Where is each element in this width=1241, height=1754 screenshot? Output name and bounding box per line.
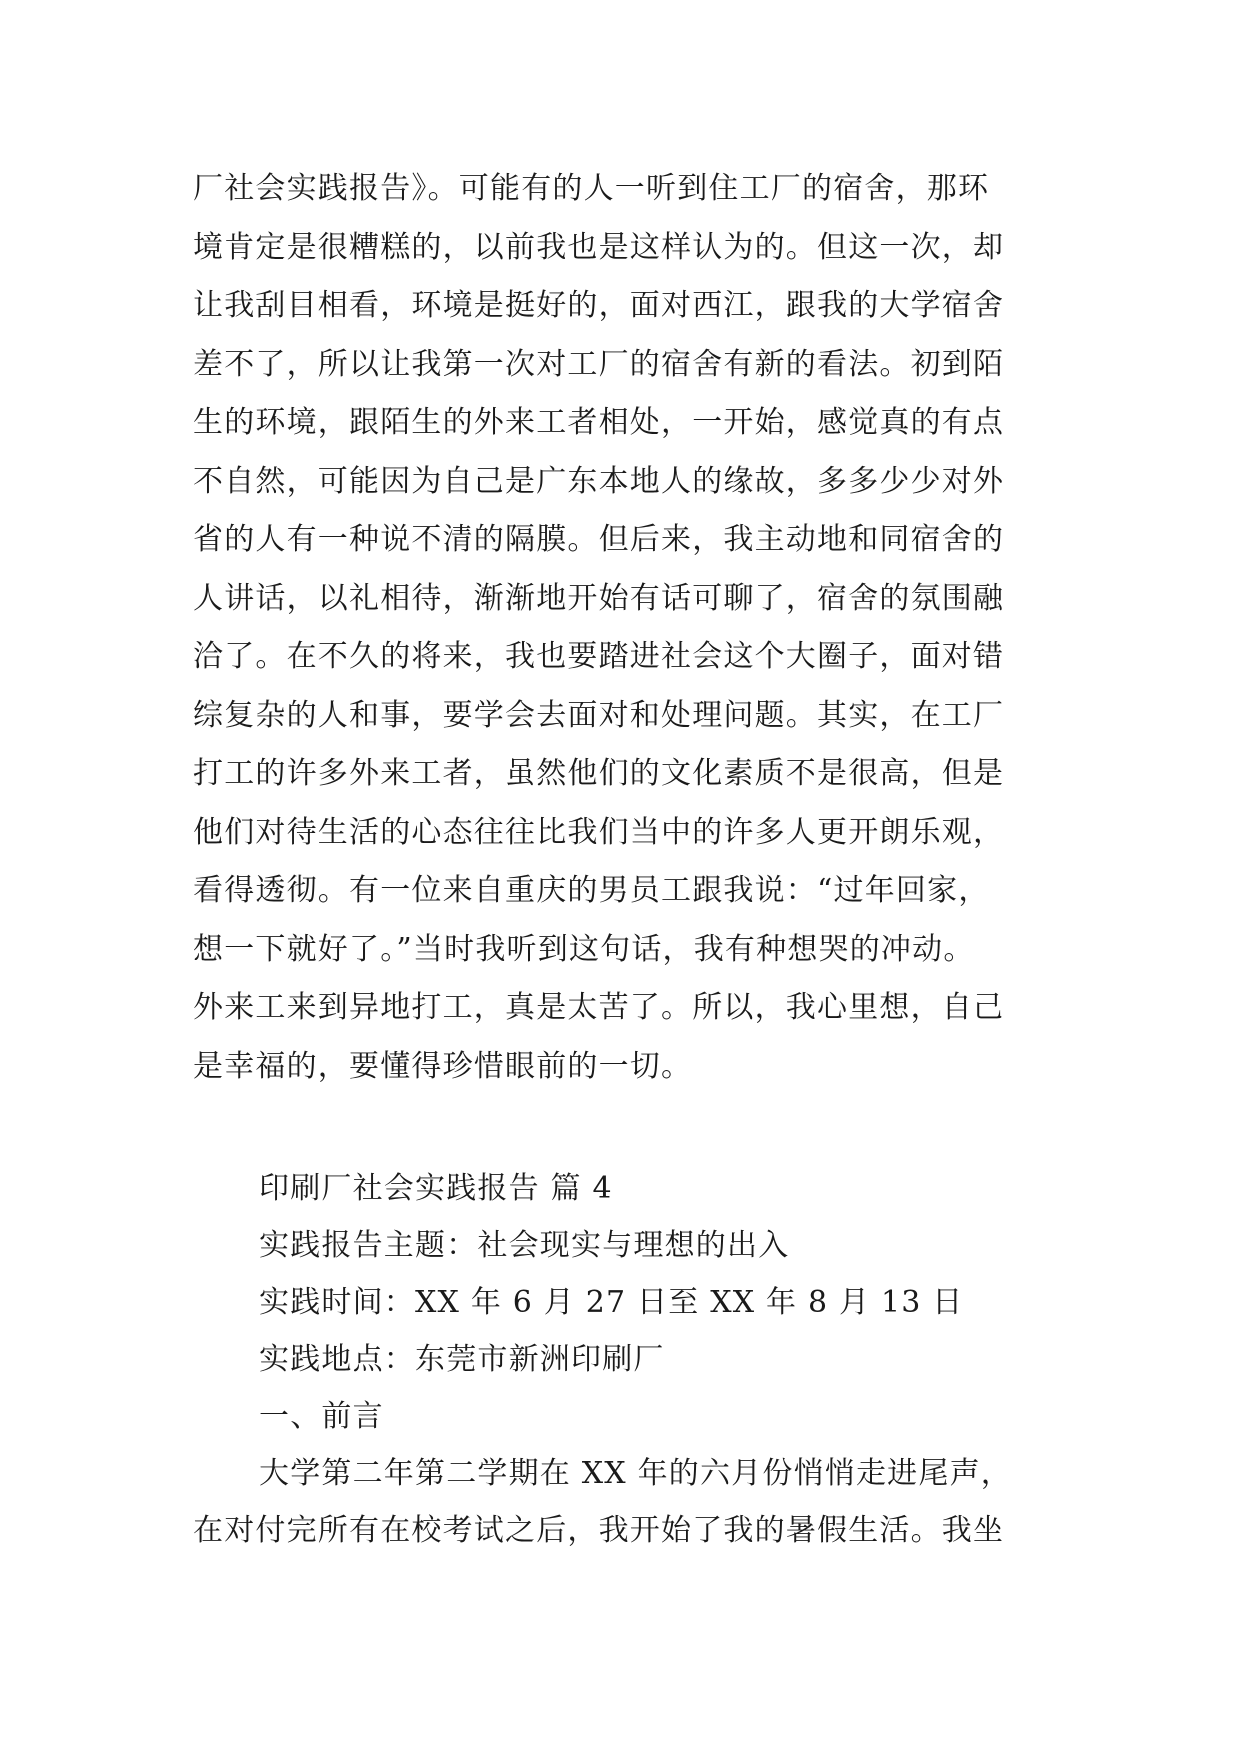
section-title: 印刷厂社会实践报告 篇 4 <box>259 1171 613 1206</box>
paragraph-line: 外来工来到异地打工，真是太苦了。所以，我心里想，自己 <box>193 990 1005 1025</box>
continuation-paragraph <box>193 160 1063 1096</box>
paragraph-line: 想一下就好了。”当时我听到这句话，我有种想哭的冲动。 <box>193 931 975 967</box>
section-heading: 一、前言 <box>259 1399 384 1434</box>
paragraph-line: 在对付完所有在校考试之后，我开始了我的暑假生活。我坐 <box>193 1513 1005 1548</box>
paragraph-line: 差不了，所以让我第一次对工厂的宿舍有新的看法。初到陌 <box>193 346 1005 382</box>
paragraph-line: 厂社会实践报告》。可能有的人一听到住工厂的宿舍，那环 <box>193 171 990 206</box>
paragraph-line: 是幸福的，要懂得珍惜眼前的一切。 <box>193 1048 693 1084</box>
paragraph-line: 洽了。在不久的将来，我也要踏进社会这个大圈子，面对错 <box>193 639 1005 674</box>
paragraph-line: 让我刮目相看，环境是挺好的，面对西江，跟我的大学宿舍 <box>193 288 1005 323</box>
report-place: 实践地点：东莞市新洲印刷厂 <box>259 1342 665 1377</box>
paragraph-line: 综复杂的人和事，要学会去面对和处理问题。其实，在工厂 <box>193 697 1005 733</box>
paragraph-line: 不自然，可能因为自己是广东本地人的缘故，多多少少对外 <box>193 463 1005 499</box>
paragraph-line: 他们对待生活的心态往往比我们当中的许多人更开朗乐观， <box>193 814 1005 850</box>
paragraph-line: 生的环境，跟陌生的外来工者相处，一开始，感觉真的有点 <box>193 405 1005 440</box>
paragraph-line: 人讲话，以礼相待，渐渐地开始有话可聊了，宿舍的氛围融 <box>193 580 1005 616</box>
report-time: 实践时间：XX 年 6 月 27 日至 XX 年 8 月 13 日 <box>259 1285 964 1320</box>
paragraph-line: 大学第二年第二学期在 XX 年的六月份悄悄走进尾声， <box>259 1456 1012 1491</box>
report-theme: 实践报告主题：社会现实与理想的出入 <box>259 1228 790 1263</box>
paragraph-line: 打工的许多外来工者，虽然他们的文化素质不是很高，但是 <box>193 756 1005 791</box>
paragraph-line: 省的人有一种说不清的隔膜。但后来，我主动地和同宿舍的 <box>193 522 1005 557</box>
report-section <box>193 1160 1063 1559</box>
paragraph-line: 看得透彻。有一位来自重庆的男员工跟我说：“过年回家， <box>193 873 990 908</box>
paragraph-line: 境肯定是很糟糕的，以前我也是这样认为的。但这一次，却 <box>193 229 1005 265</box>
